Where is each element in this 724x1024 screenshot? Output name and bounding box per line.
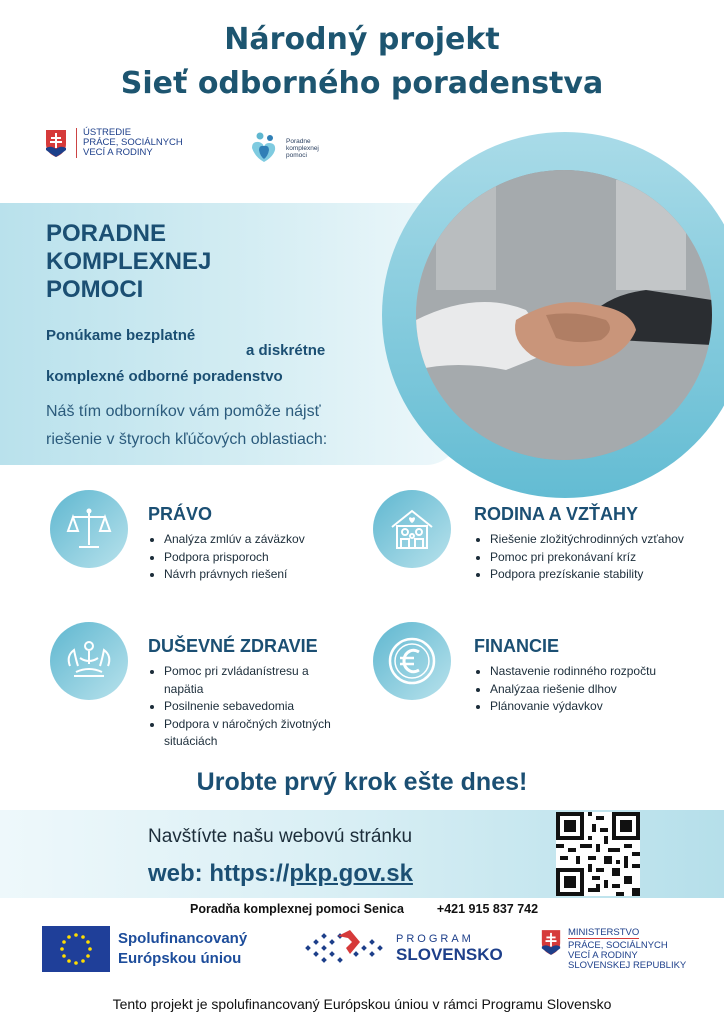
hero-heading <box>46 220 211 304</box>
list-item: • Nastavenie rodinného rozpočtu <box>490 663 694 681</box>
hero-sub-2: a diskrétne <box>246 342 326 359</box>
call-to-action: Urobte prvý krok ešte dnes! <box>196 768 528 796</box>
program-text <box>396 933 503 965</box>
list-item: • Podpora prezískanie stability <box>490 566 694 584</box>
contact-phone[interactable]: +421 915 837 742 <box>436 902 539 916</box>
upsvr-logo <box>44 128 183 158</box>
list-item: • Podpora prisporoch <box>164 549 358 567</box>
hero-sub-1: Ponúkame bezplatné <box>46 327 196 344</box>
pkp-line-1: Poradne <box>286 137 311 145</box>
hero-heading-1: PORADNE <box>46 220 167 247</box>
upsvr-line-3: VECÍ A RODINY <box>83 147 153 158</box>
section-title: RODINA A VZŤAHY <box>474 504 638 524</box>
section-list <box>474 663 694 716</box>
section-title: PRÁVO <box>148 504 213 524</box>
eu-text <box>118 929 247 969</box>
section-financie <box>474 636 694 716</box>
ministry-logo <box>540 928 686 971</box>
qr-code[interactable] <box>556 812 640 896</box>
euro-coin-icon <box>373 622 451 700</box>
list-item: • Pomoc pri prekonávaní kríz <box>490 549 694 567</box>
hearts-people-icon <box>248 130 282 166</box>
slovak-coat-of-arms-icon <box>540 928 562 956</box>
list-item: • Návrh právnych riešení <box>164 566 358 584</box>
program-diamond-icon <box>302 928 390 970</box>
handshake-illustration <box>416 170 712 460</box>
program-line-2: SLOVENSKO <box>396 945 503 964</box>
list-item: • Posilnenie sebavedomia <box>164 698 336 716</box>
web-link-domain: pkp.gov.sk <box>289 860 413 887</box>
section-list <box>148 663 336 751</box>
pkp-logo-text <box>286 138 319 159</box>
eu-line-1: Spolufinancovaný <box>118 930 248 947</box>
contact-line <box>190 902 538 916</box>
handshake-photo <box>416 170 712 460</box>
list-item: • Podpora v náročných životných situáciách <box>164 716 336 751</box>
slovak-coat-of-arms-icon <box>44 128 68 158</box>
section-rodina <box>474 504 694 584</box>
title-line-2: Sieť odborného poradenstva <box>120 66 604 101</box>
pkp-logo <box>248 130 319 166</box>
contact-name: Poradňa komplexnej pomoci Senica <box>190 902 404 916</box>
hero-para-2: riešenie v štyroch kľúčových oblastiach: <box>46 431 328 448</box>
eu-flag-icon <box>42 926 110 972</box>
list-item: • Riešenie zložitýchrodinných vzťahov <box>490 531 694 549</box>
hero-para-1: Náš tím odborníkov vám pomôže nájsť <box>46 403 321 420</box>
page-title <box>0 18 724 106</box>
ministry-line-4: SLOVENSKEJ REPUBLIKY <box>568 960 687 971</box>
pkp-line-2: komplexnej <box>286 144 319 152</box>
section-dusevne <box>148 636 348 751</box>
list-item: • Analýza zmlúv a záväzkov <box>164 531 358 549</box>
section-list <box>148 531 358 584</box>
meditation-icon <box>50 622 128 700</box>
eu-line-2: Európskou úniou <box>118 950 242 967</box>
hero-paragraph <box>46 398 327 454</box>
list-item: • Pomoc pri zvládanístresu a napätia <box>164 663 336 698</box>
web-link[interactable] <box>148 860 413 888</box>
section-title: FINANCIE <box>474 636 559 656</box>
hero-heading-2: KOMPLEXNEJ <box>46 248 212 275</box>
upsvr-line-2: PRÁCE, SOCIÁLNYCH <box>83 137 183 148</box>
hero-heading-3: POMOCI <box>46 276 144 303</box>
footer-note: Tento projekt je spolufinancovaný Európskou úniou v rámci Programu Slovensko <box>112 996 612 1012</box>
list-item: • Plánovanie výdavkov <box>490 698 694 716</box>
section-pravo <box>148 504 358 584</box>
family-house-icon <box>373 490 451 568</box>
program-line-1: PROGRAM <box>396 933 474 945</box>
ministry-line-3: VECÍ A RODINY <box>568 950 638 961</box>
web-link-prefix: web: https:// <box>148 860 290 887</box>
scales-icon <box>50 490 128 568</box>
upsvr-logo-text <box>76 128 183 158</box>
pkp-line-3: pomoci <box>286 151 307 159</box>
section-list <box>474 531 694 584</box>
title-line-1: Národný projekt <box>224 22 500 57</box>
web-label: Navštívte našu webovú stránku <box>148 826 413 847</box>
program-slovensko-logo <box>302 928 503 970</box>
ministry-text <box>568 928 686 971</box>
ministry-line-1: MINISTERSTVO <box>568 927 640 938</box>
ministry-line-2: PRÁCE, SOCIÁLNYCH <box>568 940 668 951</box>
list-item: • Analýzaa riešenie dlhov <box>490 681 694 699</box>
hero-sub-3: komplexné odborné poradenstvo <box>46 368 283 385</box>
upsvr-line-1: ÚSTREDIE <box>83 127 132 138</box>
section-title: DUŠEVNÉ ZDRAVIE <box>148 636 318 656</box>
